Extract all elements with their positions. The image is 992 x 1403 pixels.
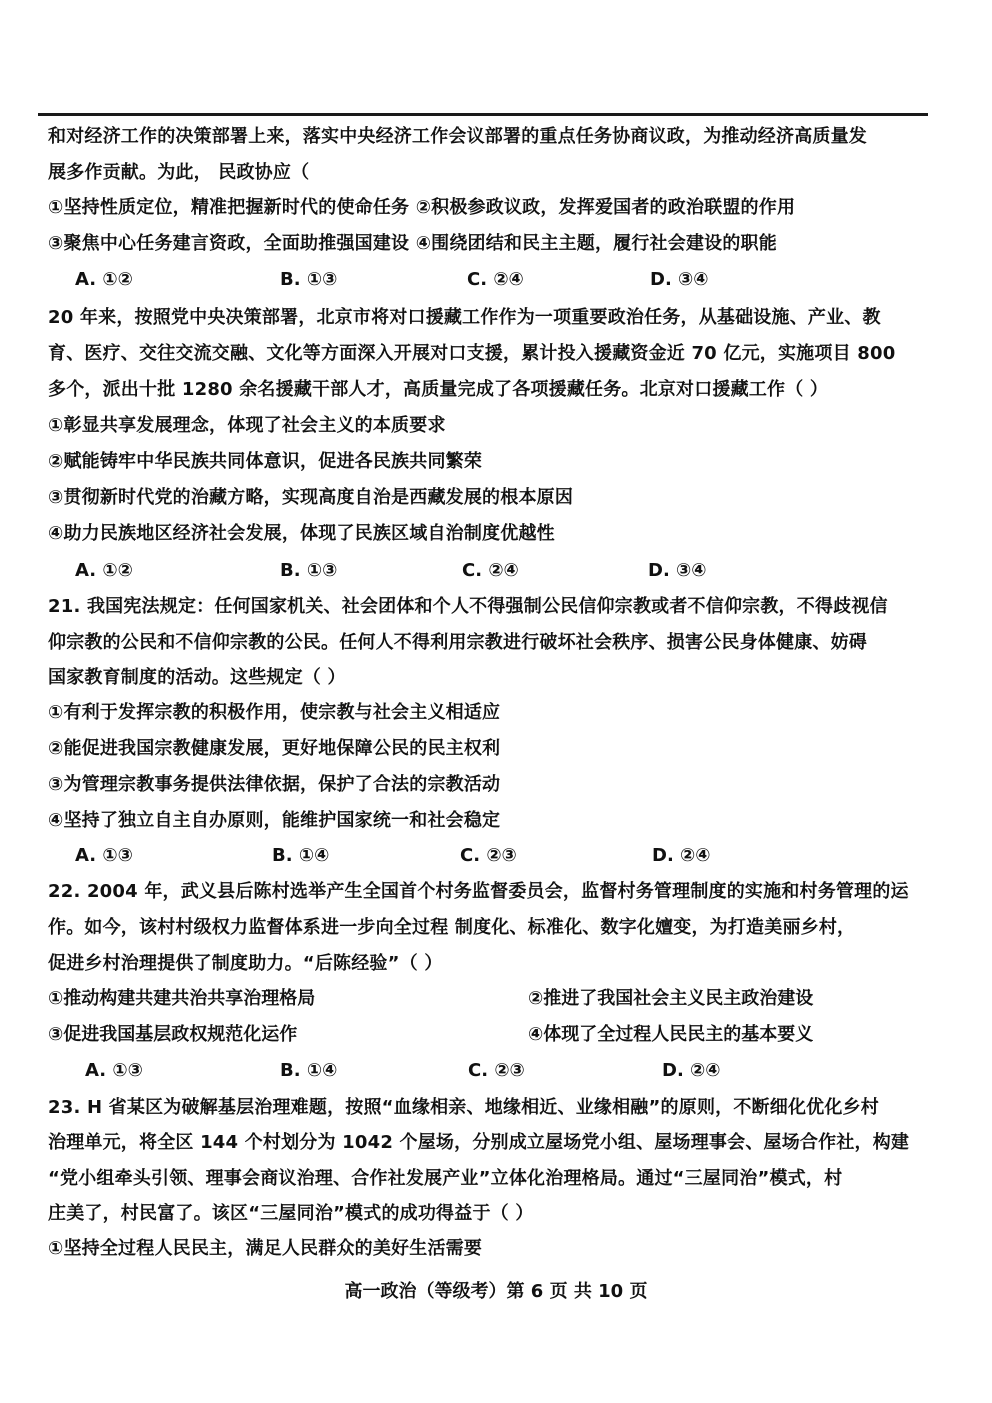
q19-option-d: D. ③④ [650, 269, 709, 290]
q22-option-d: D. ②④ [662, 1060, 721, 1081]
q20-stem-line-1: 20 年来，按照党中央决策部署，北京市将对口援藏工作作为一项重要政治任务，从基础设施、产业、教 [48, 307, 881, 328]
q19-stem-line-1: 和对经济工作的决策部署上来，落实中央经济工作会议部署的重点任务协商议政，为推动经济高质量发 [48, 126, 867, 147]
q22-stem-line-2: 作。如今，该村村级权力监督体系进一步向全过程 制度化、标准化、数字化嬗变，为打造美丽乡村， [48, 917, 856, 938]
q22-option-a: A. ①③ [85, 1060, 143, 1081]
q20-statement-3: ③贯彻新时代党的治藏方略，实现高度自治是西藏发展的根本原因 [48, 487, 574, 508]
q20-statement-1: ①彰显共享发展理念，体现了社会主义的本质要求 [48, 415, 446, 436]
q22-statement-2: ②推进了我国社会主义民主政治建设 [528, 988, 814, 1009]
q21-stem-line-3: 国家教育制度的活动。这些规定（ ） [48, 667, 346, 688]
q20-option-a: A. ①② [75, 560, 133, 581]
q21-option-c: C. ②③ [460, 845, 517, 866]
q19-option-c: C. ②④ [467, 269, 524, 290]
q23-stem-line-4: 庄美了，村民富了。该区“三屋同治”模式的成功得益于（ ） [48, 1203, 534, 1224]
page-footer: 高一政治（等级考）第 6 页 共 10 页 [344, 1281, 648, 1302]
q22-statement-1: ①推动构建共建共治共享治理格局 [48, 988, 316, 1009]
top-rule [38, 113, 928, 116]
q23-stem-line-3: “党小组牵头引领、理事会商议治理、合作社发展产业”立体化治理格局。通过“三屋同治”模式，村 [48, 1168, 843, 1189]
q20-stem-line-2: 育、医疗、交往交流交融、文化等方面深入开展对口支援，累计投入援藏资金近 70 亿元，实施项目 800 [48, 343, 896, 364]
q21-option-b: B. ①④ [272, 845, 330, 866]
q21-option-d: D. ②④ [652, 845, 711, 866]
q19-stem-line-2: 展多作贡献。为此， 民政协应（ [48, 162, 310, 183]
q23-stem-line-1: 23. H 省某区为破解基层治理难题，按照“血缘相亲、地缘相近、业缘相融”的原则，不断细化优化乡村 [48, 1097, 879, 1118]
q20-statement-2: ②赋能铸牢中华民族共同体意识，促进各民族共同繁荣 [48, 451, 483, 472]
q20-statement-4: ④助力民族地区经济社会发展，体现了民族区域自治制度优越性 [48, 523, 555, 544]
q21-statement-3: ③为管理宗教事务提供法律依据，保护了合法的宗教活动 [48, 774, 501, 795]
q20-stem-line-3: 多个，派出十批 1280 余名援藏干部人才，高质量完成了各项援藏任务。北京对口援藏工作（ ） [48, 379, 829, 400]
q22-stem-line-1: 22. 2004 年，武义县后陈村选举产生全国首个村务监督委员会，监督村务管理制度的实施和村务管理的运 [48, 881, 909, 902]
q22-option-b: B. ①④ [280, 1060, 338, 1081]
q21-statement-2: ②能促进我国宗教健康发展，更好地保障公民的民主权利 [48, 738, 501, 759]
q22-statement-3: ③促进我国基层政权规范化运作 [48, 1024, 298, 1045]
q22-statement-4: ④体现了全过程人民民主的基本要义 [528, 1024, 814, 1045]
q19-statement-line-1: ①坚持性质定位，精准把握新时代的使命任务 ②积极参政议政，发挥爱国者的政治联盟的作用 [48, 197, 796, 218]
q21-statement-4: ④坚持了独立自主自办原则，能维护国家统一和社会稳定 [48, 810, 501, 831]
q19-option-b: B. ①③ [280, 269, 338, 290]
q19-statement-line-2: ③聚焦中心任务建言资政，全面助推强国建设 ④围绕团结和民主主题，履行社会建设的职能 [48, 233, 777, 254]
q21-stem-line-1: 21. 我国宪法规定：任何国家机关、社会团体和个人不得强制公民信仰宗教或者不信仰宗教，不得歧视信 [48, 596, 888, 617]
q19-option-a: A. ①② [75, 269, 133, 290]
q20-option-b: B. ①③ [280, 560, 338, 581]
q23-stem-line-2: 治理单元，将全区 144 个村划分为 1042 个屋场，分别成立屋场党小组、屋场理事会、屋场合作社，构建 [48, 1132, 910, 1153]
q20-option-c: C. ②④ [462, 560, 519, 581]
q22-stem-line-3: 促进乡村治理提供了制度助力。“后陈经验”（ ） [48, 953, 443, 974]
q20-option-d: D. ③④ [648, 560, 707, 581]
q21-option-a: A. ①③ [75, 845, 133, 866]
q21-statement-1: ①有利于发挥宗教的积极作用，使宗教与社会主义相适应 [48, 702, 501, 723]
q22-option-c: C. ②③ [468, 1060, 525, 1081]
q23-statement-1: ①坚持全过程人民民主，满足人民群众的美好生活需要 [48, 1238, 483, 1259]
q21-stem-line-2: 仰宗教的公民和不信仰宗教的公民。任何人不得利用宗教进行破坏社会秩序、损害公民身体健康、妨碍 [48, 632, 867, 653]
